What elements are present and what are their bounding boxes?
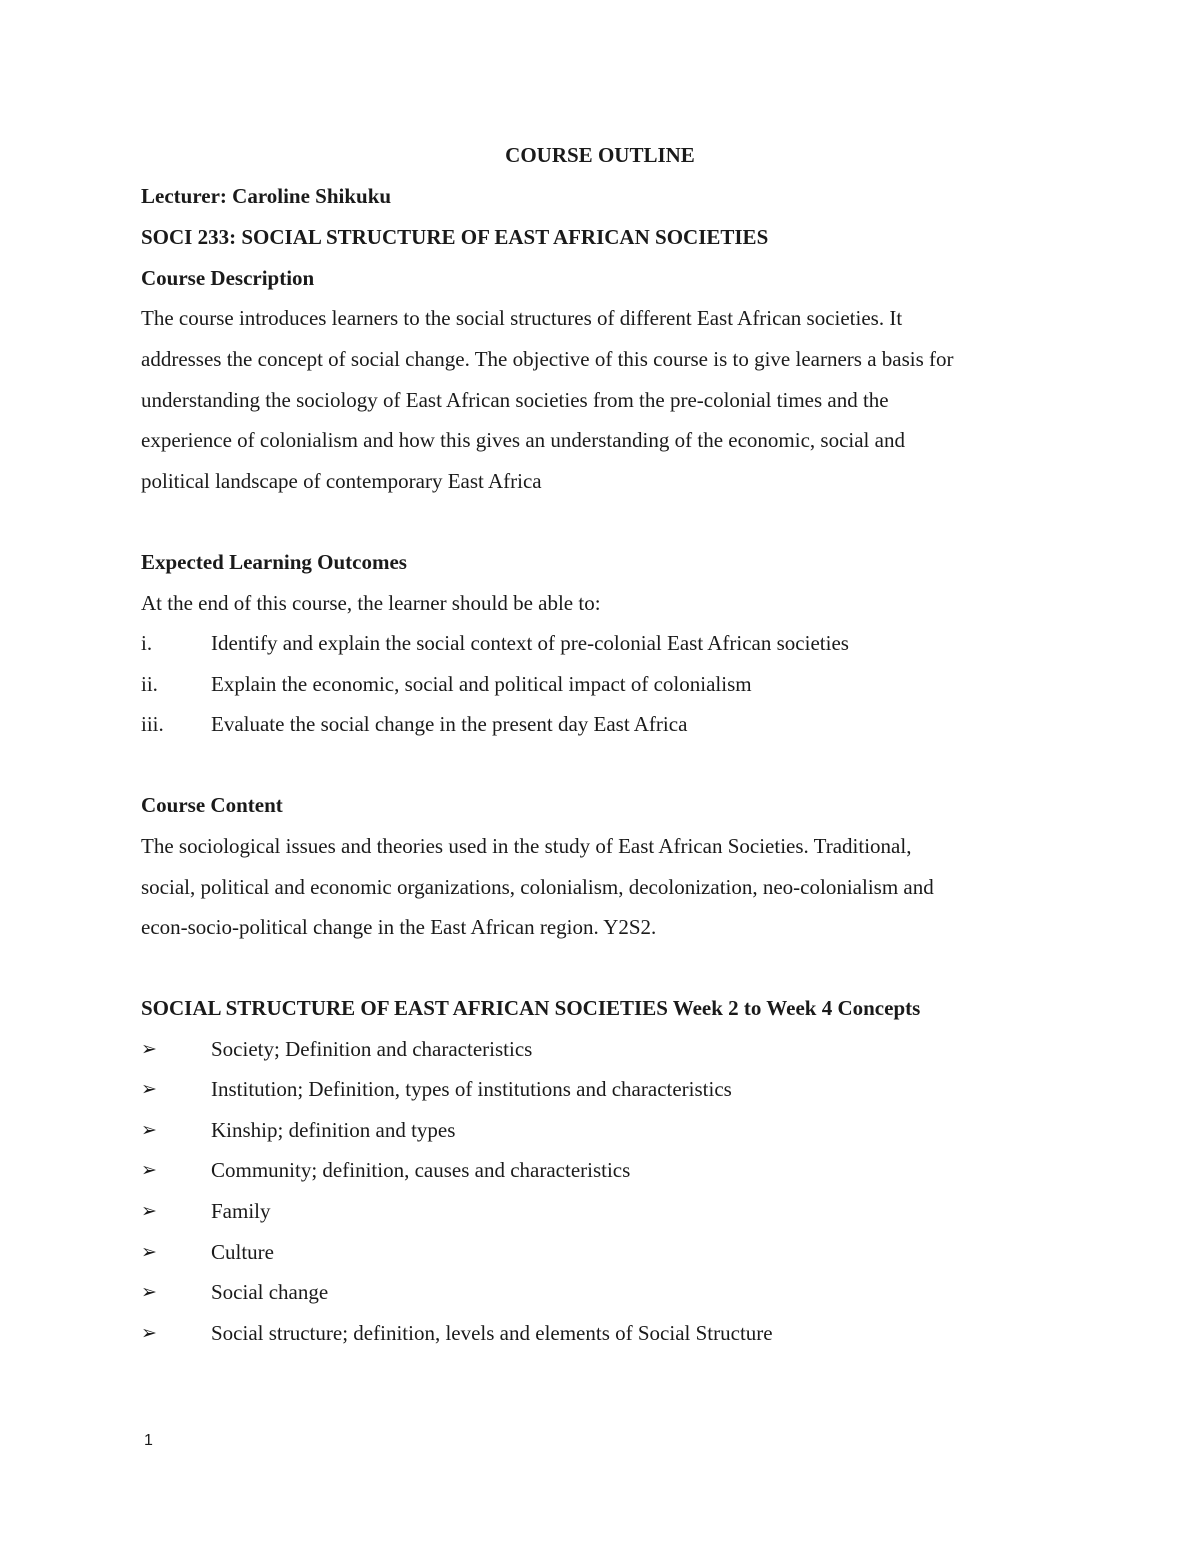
concept-item: Society; Definition and characteristics: [211, 1037, 533, 1061]
description-line: political landscape of contemporary East Africa: [141, 469, 542, 493]
concept-item: Social structure; definition, levels and elements of Social Structure: [211, 1321, 773, 1345]
outcomes-heading: Expected Learning Outcomes: [141, 550, 407, 574]
arrow-bullet-icon: ➢: [141, 1038, 157, 1060]
outcome-item: Explain the economic, social and political impact of colonialism: [211, 672, 752, 696]
concept-item: Community; definition, causes and characteristics: [211, 1158, 631, 1182]
course-code-title: SOCI 233: SOCIAL STRUCTURE OF EAST AFRICAN SOCIETIES: [141, 225, 769, 249]
description-heading: Course Description: [141, 266, 315, 290]
concept-item: Institution; Definition, types of institutions and characteristics: [211, 1077, 732, 1101]
outcomes-intro: At the end of this course, the learner should be able to:: [141, 591, 601, 615]
content-line: econ-socio-political change in the East African region. Y2S2.: [141, 915, 657, 939]
outcome-item: Evaluate the social change in the present day East Africa: [211, 712, 688, 736]
outcome-item: Identify and explain the social context of pre-colonial East African societies: [211, 631, 849, 655]
document-title: COURSE OUTLINE: [505, 143, 695, 167]
concepts-heading: SOCIAL STRUCTURE OF EAST AFRICAN SOCIETIES Week 2 to Week 4 Concepts: [141, 996, 921, 1020]
arrow-bullet-icon: ➢: [141, 1241, 157, 1263]
concept-item: Kinship; definition and types: [211, 1118, 456, 1142]
content-line: social, political and economic organizations, colonialism, decolonization, neo-colonialism and: [141, 875, 934, 899]
concept-item: Culture: [211, 1240, 274, 1264]
content-line: The sociological issues and theories used in the study of East African Societies. Traditional,: [141, 834, 912, 858]
page-number: 1: [144, 1432, 153, 1449]
lecturer-line: Lecturer: Caroline Shikuku: [141, 184, 392, 208]
arrow-bullet-icon: ➢: [141, 1159, 157, 1181]
description-line: The course introduces learners to the social structures of different East African societies. It: [141, 306, 903, 330]
arrow-bullet-icon: ➢: [141, 1281, 157, 1303]
arrow-bullet-icon: ➢: [141, 1200, 157, 1222]
outcome-marker: ii.: [141, 672, 158, 696]
concept-item: Family: [211, 1199, 271, 1223]
description-line: experience of colonialism and how this gives an understanding of the economic, social and: [141, 428, 905, 452]
description-line: understanding the sociology of East African societies from the pre-colonial times and the: [141, 388, 889, 412]
outcome-marker: iii.: [141, 712, 164, 736]
outcome-marker: i.: [141, 631, 153, 655]
description-line: addresses the concept of social change. The objective of this course is to give learners a basis for: [141, 347, 954, 371]
content-heading: Course Content: [141, 793, 283, 817]
arrow-bullet-icon: ➢: [141, 1322, 157, 1344]
arrow-bullet-icon: ➢: [141, 1078, 157, 1100]
arrow-bullet-icon: ➢: [141, 1119, 157, 1141]
concept-item: Social change: [211, 1280, 329, 1304]
